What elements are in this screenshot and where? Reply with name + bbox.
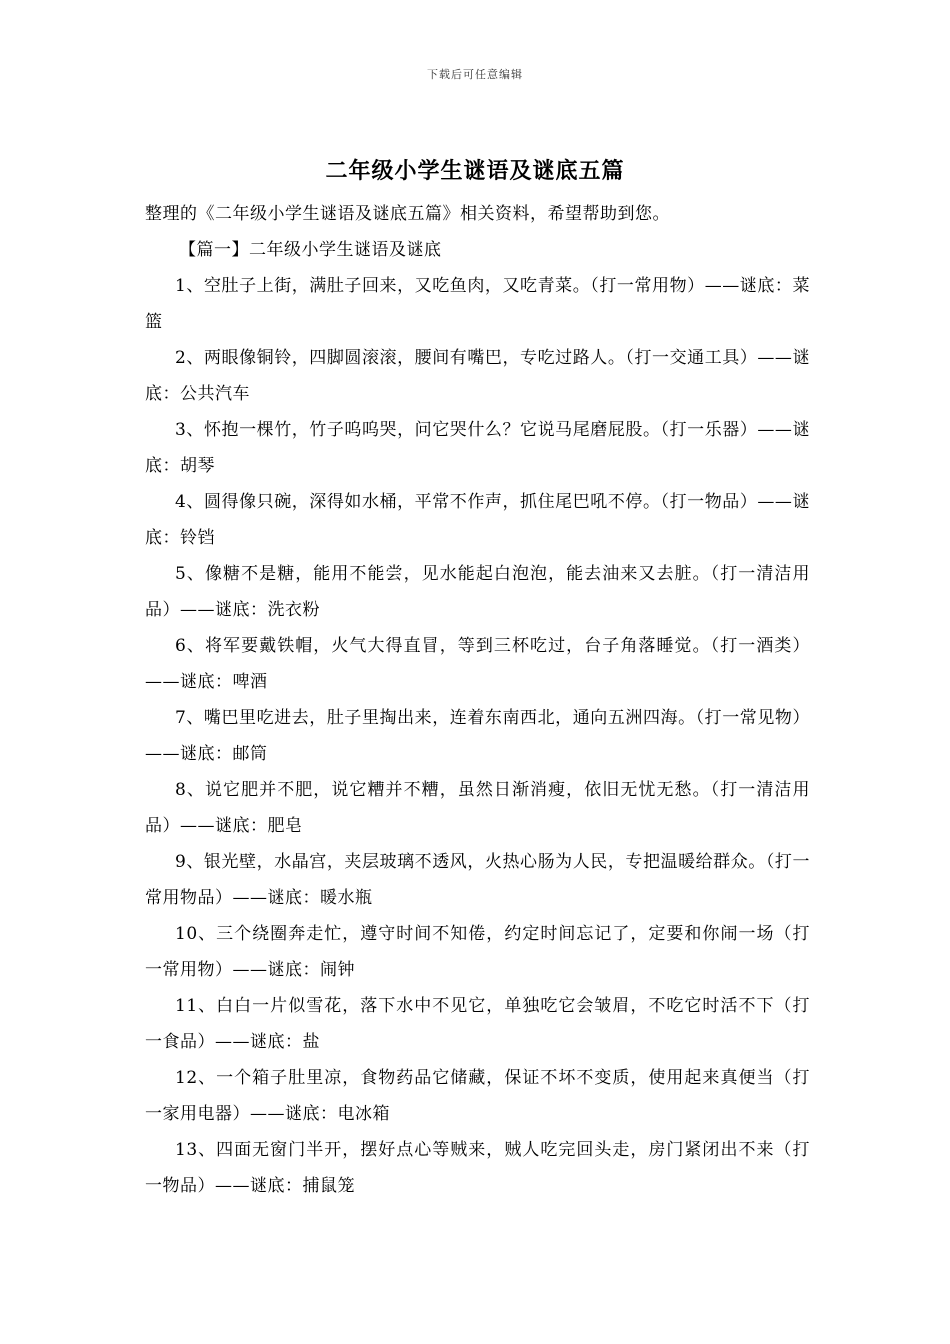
riddle-item: 5、像糖不是糖，能用不能尝，见水能起白泡泡，能去油来又去脏。（打一清洁用品）——谜底：洗衣粉 bbox=[145, 564, 810, 620]
intro-paragraph: 整理的《二年级小学生谜语及谜底五篇》相关资料，希望帮助到您。 bbox=[145, 204, 670, 224]
riddle-item: 7、嘴巴里吃进去，肚子里掏出来，连着东南西北，通向五洲四海。（打一常见物）——谜底：邮筒 bbox=[145, 708, 810, 764]
riddle-item: 2、两眼像铜铃，四脚圆滚滚，腰间有嘴巴，专吃过路人。（打一交通工具）——谜底：公共汽车 bbox=[145, 348, 810, 404]
riddle-item: 8、说它肥并不肥，说它糟并不糟，虽然日渐消瘦，依旧无忧无愁。（打一清洁用品）——谜底：肥皂 bbox=[145, 780, 810, 836]
riddle-item: 3、怀抱一棵竹，竹子呜呜哭，问它哭什么？它说马尾磨屁股。（打一乐器）——谜底：胡琴 bbox=[145, 420, 810, 476]
riddle-item: 13、四面无窗门半开，摆好点心等贼来，贼人吃完回头走，房门紧闭出不来（打一物品）——谜底：捕鼠笼 bbox=[145, 1140, 810, 1196]
header-note: 下载后可任意编辑 bbox=[427, 68, 523, 81]
document-body bbox=[145, 196, 810, 1204]
riddle-item: 4、圆得像只碗，深得如水桶，平常不作声，抓住尾巴吼不停。（打一物品）——谜底：铃铛 bbox=[145, 492, 810, 548]
riddle-item: 10、三个绕圈奔走忙，遵守时间不知倦，约定时间忘记了，定要和你闹一场（打一常用物）——谜底：闹钟 bbox=[145, 924, 810, 980]
riddle-item: 6、将军要戴铁帽，火气大得直冒，等到三杯吃过，台子角落睡觉。（打一酒类）——谜底：啤酒 bbox=[145, 636, 810, 692]
riddle-item: 1、空肚子上街，满肚子回来，又吃鱼肉，又吃青菜。（打一常用物）——谜底：菜篮 bbox=[145, 276, 810, 332]
riddle-item: 12、一个箱子肚里凉，食物药品它储藏，保证不坏不变质，使用起来真便当（打一家用电器）——谜底：电冰箱 bbox=[145, 1068, 810, 1124]
document-title: 二年级小学生谜语及谜底五篇 bbox=[325, 158, 625, 184]
riddle-item: 11、白白一片似雪花，落下水中不见它，单独吃它会皱眉，不吃它时活不下（打一食品）——谜底：盐 bbox=[145, 996, 810, 1052]
section-heading: 【篇一】二年级小学生谜语及谜底 bbox=[179, 240, 442, 260]
riddle-item: 9、银光壁，水晶宫，夹层玻璃不透风，火热心肠为人民，专把温暖给群众。（打一常用物品）——谜底：暖水瓶 bbox=[145, 852, 810, 908]
